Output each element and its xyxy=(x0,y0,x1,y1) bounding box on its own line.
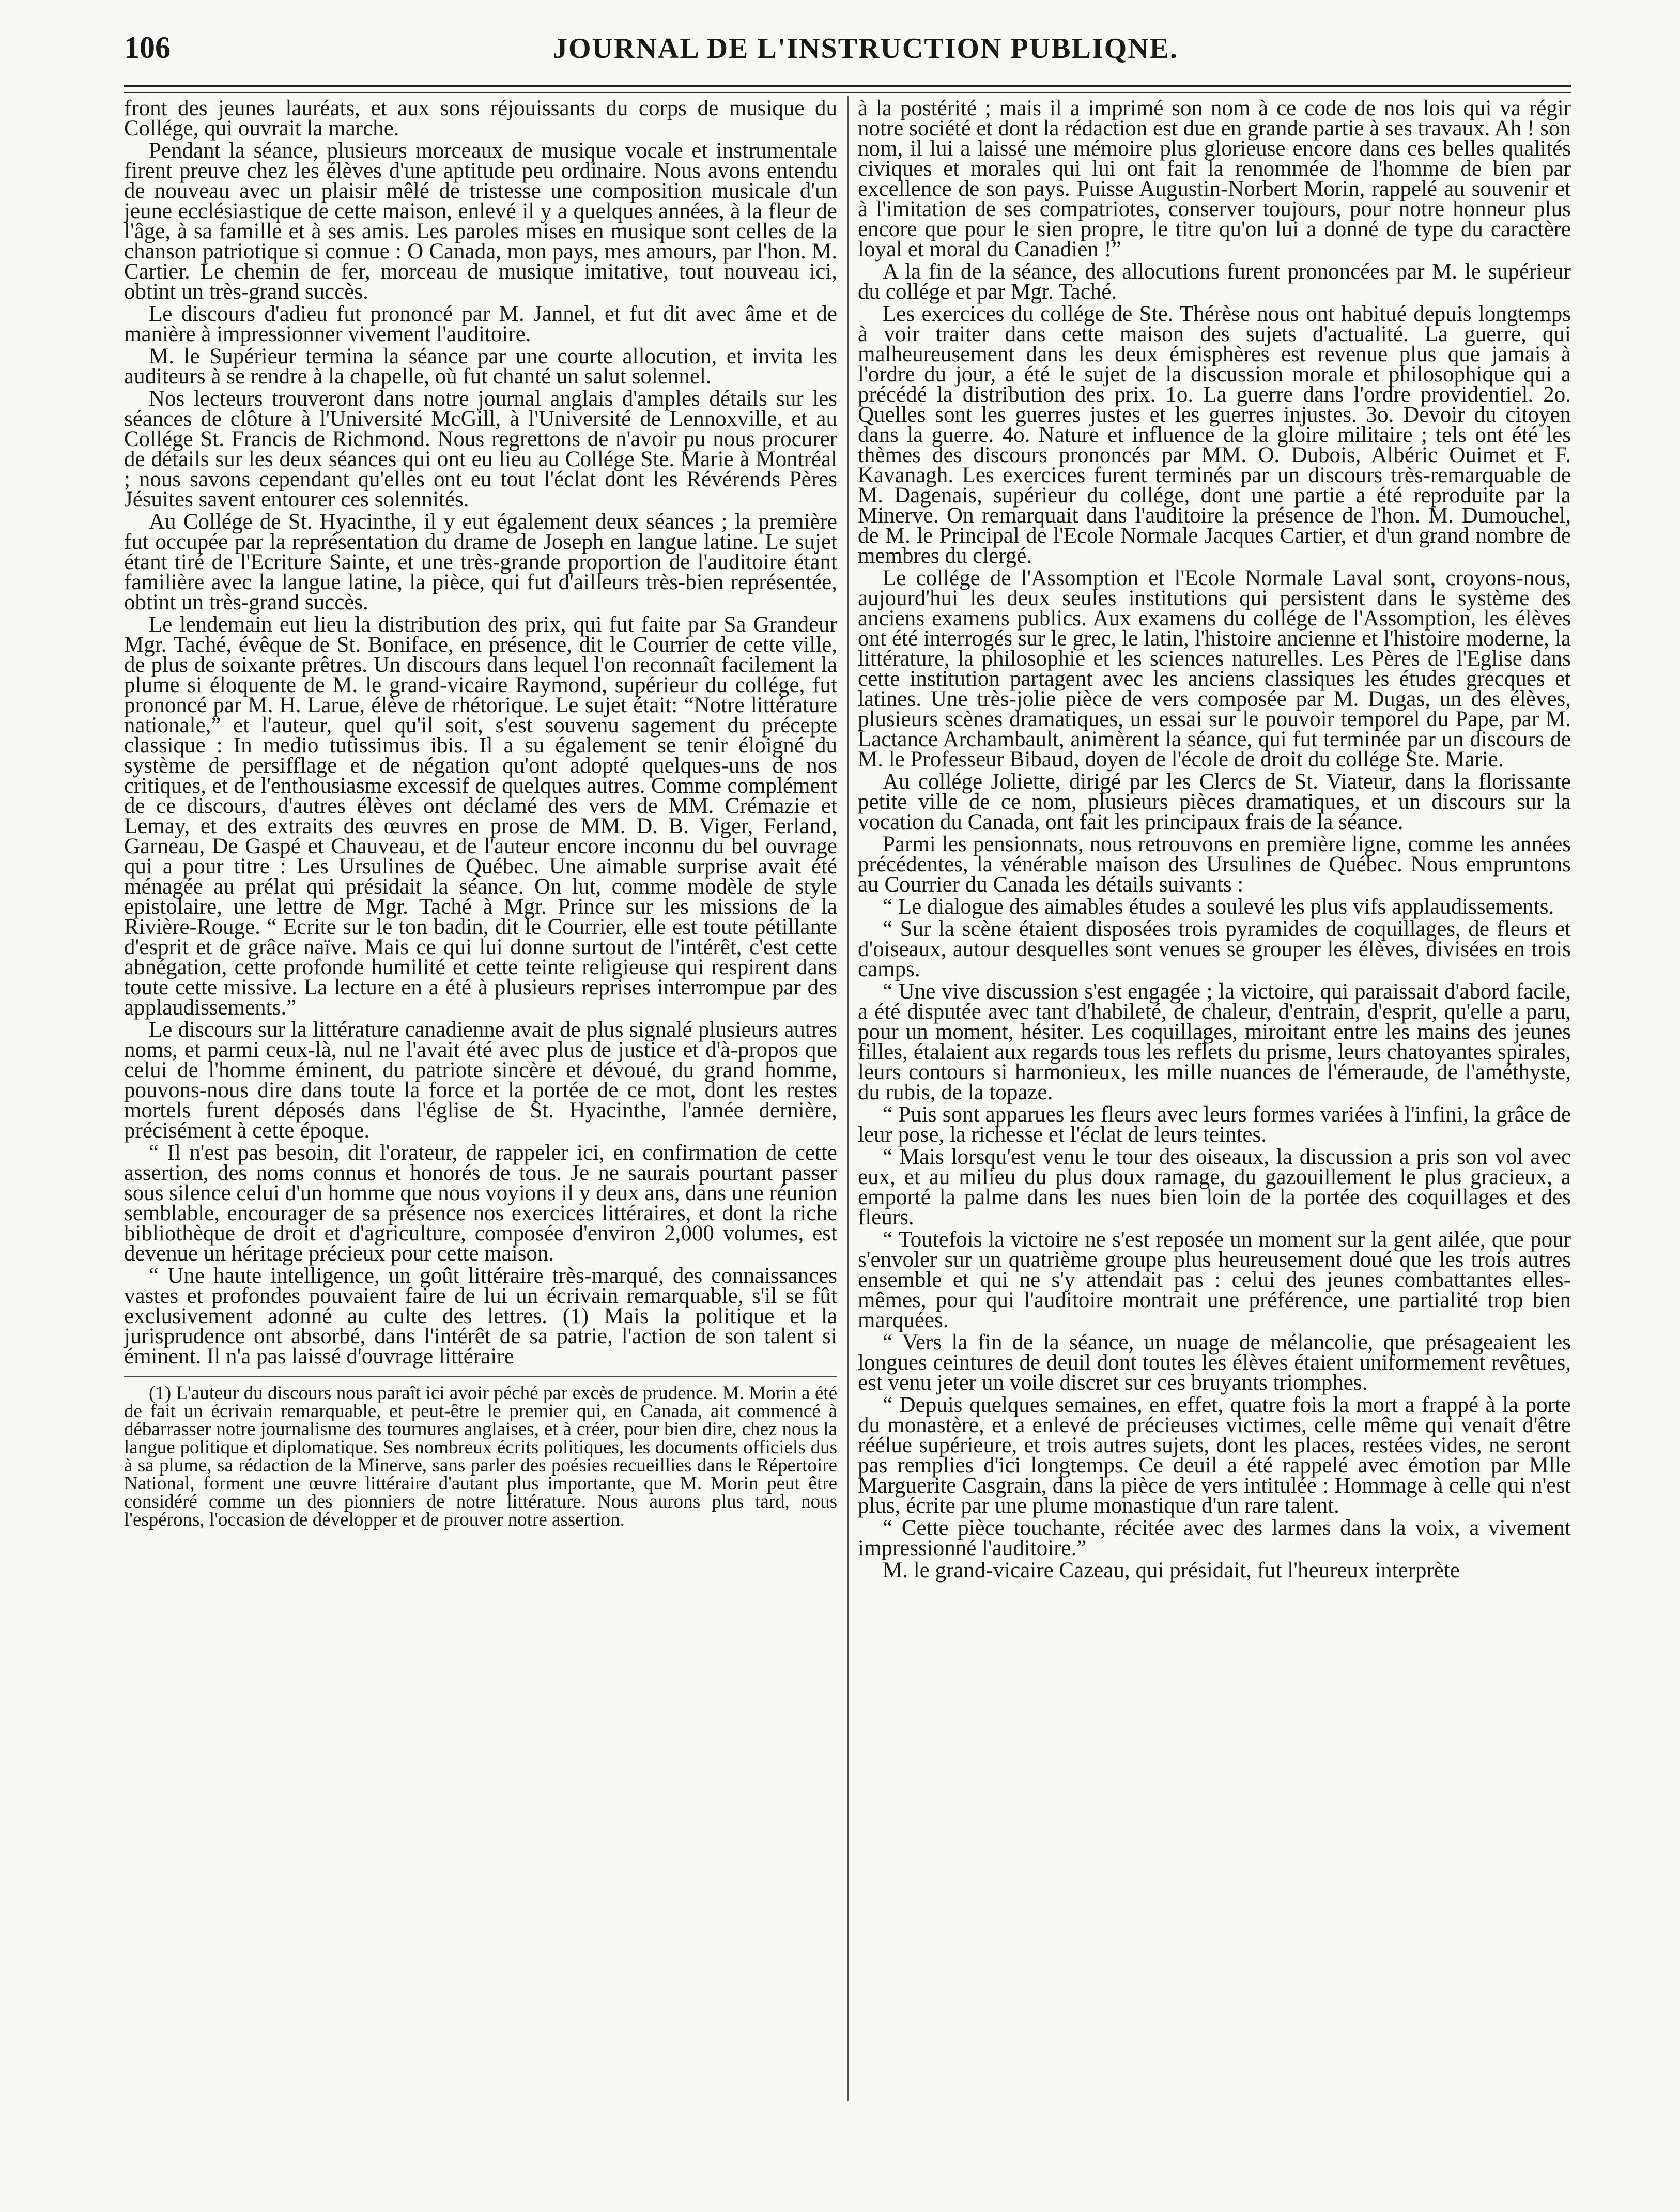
header-rule-thin xyxy=(124,92,1571,93)
paragraph: Parmi les pensionnats, nous retrouvons en première ligne, comme les années précédentes, la vénérable maison des Ursulines de Québec. Nous empruntons au Courrier du Canada les détails suivants : xyxy=(858,832,1571,897)
paragraph: Pendant la séance, plusieurs morceaux de musique vocale et instrumentale firent preuve chez les élèves d'une aptitude peu ordinaire. Nous avons entendu de nouveau avec un plaisir mêlé de tristesse une composition musicale d'un jeune ecclésiastique de cette maison, enlevé il y a quelques années, à la fleur de l'âge, à sa famille et à ses amis. Les paroles mises en musique sont celles de la chanson patriotique si connue : O Canada, mon pays, mes amours, par l'hon. M. Cartier. Le chemin de fer, morceau de musique imitative, tout nouveau ici, obtint un très-grand succès. xyxy=(124,139,837,304)
paragraph: M. le Supérieur termina la séance par une courte allocution, et invita les auditeurs à se rendre à la chapelle, où fut chanté un salut solennel. xyxy=(124,344,837,389)
footnote-text: (1) L'auteur du discours nous paraît ici avoir péché par excès de prudence. M. Morin a été de fait un écrivain remarquable, et peut-être le premier qui, en Canada, ait commencé à débarrasser notre journalisme des tournures anglaises, et à créer, pour bien dire, chez nous la langue politique et diplomatique. Ses nombreux écrits politiques, les documents officiels dus à sa plume, sa rédaction de la Minerve, sans parler des poésies recueillies dans le Répertoire National, forment une œuvre littéraire d'autant plus importante, que M. Morin peut être considéré comme un des pionniers de notre littérature. Nous aurons plus tard, nous l'espérons, l'occasion de développer et de prouver notre assertion. xyxy=(124,1382,837,1530)
right-column xyxy=(858,98,1571,1583)
footnote-rule xyxy=(124,1376,837,1377)
footnote xyxy=(124,1384,837,1529)
paragraph: front des jeunes lauréats, et aux sons réjouissants du corps de musique du Collége, qui ouvrait la marche. xyxy=(124,96,837,141)
page-number: 106 xyxy=(124,30,171,65)
left-column xyxy=(124,98,837,1529)
paragraph: Au collége Joliette, dirigé par les Clercs de St. Viateur, dans la florissante petite ville de ce nom, plusieurs pièces dramatiques, et un discours sur la vocation du Canada, ont fait les principaux frais de la séance. xyxy=(858,770,1571,834)
paragraph: “ Toutefois la victoire ne s'est reposée un moment sur la gent ailée, que pour s'envoler sur un quatrième groupe plus heureusement doué que les trois autres ensemble et qui ne s'y attendait pas : celui des jeunes combattantes elles-mêmes, pour qui l'auditoire montrait une préférence, une partialité trop bien marquées. xyxy=(858,1227,1571,1332)
column-divider xyxy=(847,96,849,2101)
paragraph: Nos lecteurs trouveront dans notre journal anglais d'amples détails sur les séances de clôture à l'Université McGill, à l'Université de Lennoxville, et au Collége St. Francis de Richmond. Nous regrettons de n'avoir pu nous procurer de détails sur les deux séances qui ont eu lieu au Collége Ste. Marie à Montréal ; nous savons cependant qu'elles ont eu tout l'éclat dont les Révérends Pères Jésuites savent entourer ces solennités. xyxy=(124,387,837,512)
paragraph: “ Puis sont apparues les fleurs avec leurs formes variées à l'infini, la grâce de leur pose, la richesse et l'éclat de leurs teintes. xyxy=(858,1102,1571,1147)
paragraph: Le lendemain eut lieu la distribution des prix, qui fut faite par Sa Grandeur Mgr. Taché, évêque de St. Boniface, en présence, dit le Courrier de cette ville, de plus de soixante prêtres. Un discours dans lequel l'on reconnaît facilement la plume si éloquente de M. le grand-vicaire Raymond, supérieur du collége, fut prononcé par M. H. Larue, élève de rhétorique. Le sujet était: “Notre littérature nationale,” et l'auteur, quel qu'il soit, s'est souvenu sagement du précepte classique : In medio tutissimus ibis. Il a su également se tenir éloigné du système de persifflage et de négation qu'ont adopté quelques-uns de nos critiques, et de l'enthousiasme excessif de quelques autres. Comme complément de ce discours, d'autres élèves ont déclamé des vers de MM. Crémazie et Lemay, et des extraits des œuvres en prose de MM. D. B. Viger, Ferland, Garneau, De Gaspé et Chauveau, et de l'auteur encore inconnu du bel ouvrage qui a pour titre : Les Ursulines de Québec. Une aimable surprise avait été ménagée au prélat qui présidait la séance. On lut, comme modèle de style epistolaire, une lettre de Mgr. Taché à Mgr. Prince sur les missions de la Rivière-Rouge. “ Ecrite sur le ton badin, dit le Courrier, elle est toute pétillante d'esprit et de grâce naïve. Mais ce qui lui donne surtout de l'intérêt, c'est cette abnégation, cette profonde humilité et cette teinte religieuse qui respirent dans toute cette missive. La lecture en a été à plusieurs reprises interrompue par des applaudissements.” xyxy=(124,612,837,1020)
paragraph: Le collége de l'Assomption et l'Ecole Normale Laval sont, croyons-nous, aujourd'hui les deux seules institutions qui persistent dans le système des anciens examens publics. Aux examens du collége de l'Assomption, les élèves ont été interrogés sur le grec, le latin, l'histoire ancienne et l'histoire moderne, la littérature, la philosophie et les sciences naturelles. Les Pères de l'Eglise dans cette institution partagent avec les anciens classiques les études grecques et latines. Une très-jolie pièce de vers composée par M. Dugas, un des élèves, plusieurs scènes dramatiques, un essai sur le pouvoir temporel du Pape, par M. Lactance Archambault, animèrent la séance, qui fut terminée par un discours de M. le Professeur Bibaud, doyen de l'école de droit du collége Ste. Marie. xyxy=(858,566,1571,772)
journal-title: JOURNAL DE L'INSTRUCTION PUBLIQNE. xyxy=(553,33,1178,65)
paragraph: “ Depuis quelques semaines, en effet, quatre fois la mort a frappé à la porte du monastère, et a enlevé de précieuses victimes, celle même qui venait d'être réélue supérieure, et trois autres sujets, dont les places, restées vides, ne seront pas remplies d'ici longtemps. Ce deuil a été rappelé avec émotion par Mlle Marguerite Casgrain, dans la pièce de vers intitulée : Hommage à celle qui n'est plus, écrite par une plume monastique d'un rare talent. xyxy=(858,1393,1571,1518)
paragraph: “ Vers la fin de la séance, un nuage de mélancolie, que présageaient les longues ceintures de deuil dont toutes les élèves étaient uniformement revêtues, est venu jeter un voile discret sur ces bruyants triomphes. xyxy=(858,1330,1571,1395)
paragraph: Les exercices du collége de Ste. Thérèse nous ont habitué depuis longtemps à voir traiter dans cette maison des sujets d'actualité. La guerre, qui malheureusement dans les deux émisphères est revenue plus que jamais à l'ordre du jour, a été le sujet de la discussion morale et philosophique qui a précédé la distribution des prix. 1o. La guerre dans l'ordre providentiel. 2o. Quelles sont les guerres justes et les guerres injustes. 3o. Devoir du citoyen dans la guerre. 4o. Nature et influence de la gloire militaire ; tels ont été les thèmes des discours prononcés par MM. O. Dubois, Albéric Ouimet et F. Kavanagh. Les exercices furent terminés par un discours très-remarquable de M. Dagenais, supérieur du collége, dont une partie a été reproduite par la Minerve. On remarquait dans l'auditoire la présence de l'hon. M. Dumouchel, de M. le Principal de l'Ecole Normale Jacques Cartier, et d'un grand nombre de membres du clergé. xyxy=(858,302,1571,568)
paragraph: “ Il n'est pas besoin, dit l'orateur, de rappeler ici, en confirmation de cette assertion, des noms connus et honorés de tous. Je ne saurais pourtant passer sous silence celui d'un homme que nous voyions il y deux ans, dans une réunion semblable, encourager de sa présence nos exercices littéraires, et dont la riche bibliothèque de droit et d'agriculture, composée d'environ 2,000 volumes, est devenue un héritage précieux pour cette maison. xyxy=(124,1141,837,1266)
paragraph: “ Le dialogue des aimables études a soulevé les plus vifs applaudissements. xyxy=(883,895,1554,919)
paragraph: “ Une vive discussion s'est engagée ; la victoire, qui paraissait d'abord facile, a été disputée avec tant d'habileté, de chaleur, d'entrain, d'esprit, qu'elle a paru, pour un moment, hésiter. Les coquillages, miroitant entre les mains des jeunes filles, étalaient aux regards tous les reflets du prisme, leurs chatoyantes spirales, leurs contours si harmonieux, les mille nuances de l'émeraude, de l'améthyste, du rubis, de la topaze. xyxy=(858,979,1571,1104)
paragraph: “ Une haute intelligence, un goût littéraire très-marqué, des connaissances vastes et profondes pouvaient faire de lui un écrivain remarquable, s'il se fût exclusivement adonné au culte des lettres. (1) Mais la politique et la jurisprudence ont absorbé, dans l'intérêt de sa patrie, l'action de son talent si éminent. Il n'a pas laissé d'ouvrage littéraire xyxy=(124,1264,837,1369)
paragraph: “ Mais lorsqu'est venu le tour des oiseaux, la discussion a pris son vol avec eux, et au milieu du plus doux ramage, du gazouillement le plus gracieux, a emporté la palme dans les nues bien loin de la portée des coquillages et des fleurs. xyxy=(858,1145,1571,1230)
paragraph: Au Collége de St. Hyacinthe, il y eut également deux séances ; la première fut occupée par la représentation du drame de Joseph en langue latine. Le sujet étant tiré de l'Ecriture Sainte, et une très-grande proportion de l'auditoire étant familière avec la langue latine, la pièce, qui fut d'ailleurs très-bien représentée, obtint un très-grand succès. xyxy=(124,510,837,615)
paragraph: “ Cette pièce touchante, récitée avec des larmes dans la voix, a vivement impressionné l'auditoire.” xyxy=(858,1516,1571,1560)
paragraph: Le discours d'adieu fut prononcé par M. Jannel, et fut dit avec âme et de manière à impressionner vivement l'auditoire. xyxy=(124,302,837,346)
page-header xyxy=(124,21,1571,78)
paragraph: A la fin de la séance, des allocutions furent prononcées par M. le supérieur du collége et par Mgr. Taché. xyxy=(858,259,1571,304)
paragraph: Le discours sur la littérature canadienne avait de plus signalé plusieurs autres noms, et parmi ceux-là, nul ne l'avait été avec plus de justice et d'à-propos que celui de l'homme éminent, du patriote sincère et dévoué, du grand homme, pouvons-nous dire dans toute la force et la portée de ce mot, dont les restes mortels furent déposés dans l'église de St. Hyacinthe, l'année dernière, précisément à cette époque. xyxy=(124,1018,837,1143)
header-rule xyxy=(124,85,1571,87)
paragraph: “ Sur la scène étaient disposées trois pyramides de coquillages, de fleurs et d'oiseaux, autour desquelles sont venues se grouper les élèves, divisées en trois camps. xyxy=(858,917,1571,981)
paragraph: M. le grand-vicaire Cazeau, qui présidait, fut l'heureux interprète xyxy=(883,1558,1460,1583)
paragraph: à la postérité ; mais il a imprimé son nom à ce code de nos lois qui va régir notre société et dont la rédaction est due en grande partie à ses travaux. Ah ! son nom, il lui a laissé une mémoire plus glorieuse encore dans ces belles qualités civiques et morales qui lui ont fait la renommée de l'homme de bien par excellence de son pays. Puisse Augustin-Norbert Morin, rappelé au souvenir et à l'imitation de ses compatriotes, conserver toujours, pour notre honneur plus encore que pour le sien propre, le titre qu'on lui a donné de type du caractère loyal et moral du Canadien !” xyxy=(858,96,1571,262)
